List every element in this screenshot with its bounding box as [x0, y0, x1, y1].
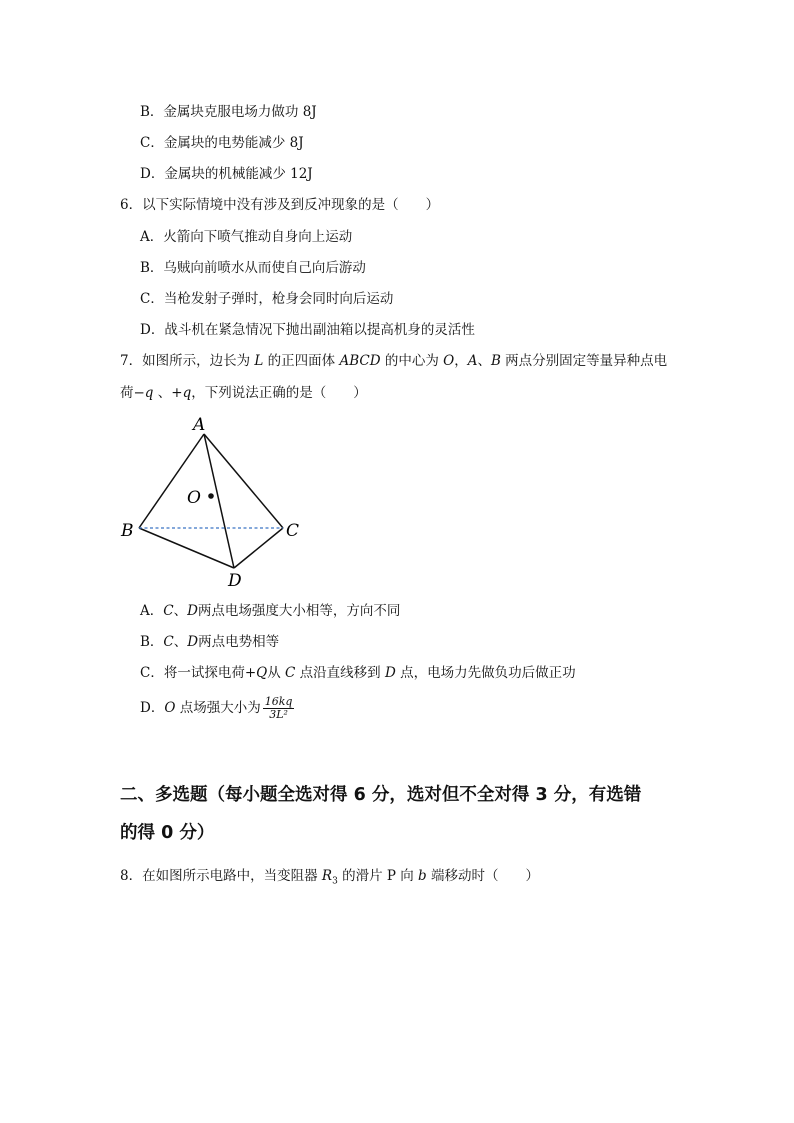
q6-option-b: B．乌贼向前喷水从而使自己向后游动: [140, 260, 366, 276]
q6-stem: 6．以下实际情境中没有涉及到反冲现象的是（ ）: [120, 197, 440, 213]
q5-option-c: C．金属块的电势能减少 8J: [140, 135, 304, 151]
q5-option-d: D．金属块的机械能减少 12J: [140, 166, 313, 182]
q7-option-d: D．O 点场强大小为 $\frac{16kq}{\text{3L²}}$: [140, 695, 293, 721]
vertex-label-a: A: [193, 415, 206, 435]
edge-ab: [139, 434, 204, 528]
q6-option-d: D．战斗机在紧急情况下抛出副油箱以提高机身的灵活性: [140, 322, 475, 338]
edge-bd: [139, 528, 234, 568]
q7-stem-line1: 7．如图所示，边长为 L 的正四面体 ABCD 的中心为 O，A、B 两点分别固定等量异种点电: [120, 353, 668, 369]
section-heading-line2: 的得 0 分）: [120, 823, 215, 843]
center-label-o: O: [187, 488, 201, 508]
q7-option-b: B．C、D两点电势相等: [140, 634, 280, 650]
q7-option-c: C．将一试探电荷+Q从 C 点沿直线移到 D 点，电场力先做负功后做正功: [140, 665, 576, 681]
q6-option-a: A．火箭向下喷气推动自身向上运动: [140, 229, 353, 245]
q7-option-a: A．C、D两点电场强度大小相等，方向不同: [140, 603, 401, 619]
q5-option-b: B．金属块克服电场力做功 8J: [140, 104, 317, 120]
vertex-label-c: C: [286, 521, 300, 541]
edge-ac: [204, 434, 283, 528]
q7-stem-line2: 荷−q 、+q，下列说法正确的是（ ）: [120, 385, 367, 401]
tetrahedron-figure: [115, 412, 315, 592]
q8-stem: 8．在如图所示电路中，当变阻器 $R_3$ 的滑片 P 向 b 端移动时（ ）: [120, 868, 539, 887]
edge-ad: [204, 434, 234, 568]
edge-cd: [234, 528, 283, 568]
vertex-label-d: D: [228, 571, 242, 591]
vertex-label-b: B: [121, 521, 134, 541]
center-point-o: [208, 493, 214, 499]
q6-option-c: C．当枪发射子弹时，枪身会同时向后运动: [140, 291, 394, 307]
section-heading-line1: 二、多选题（每小题全选对得 6 分，选对但不全对得 3 分，有选错: [120, 785, 642, 805]
fraction-16kq-over-3l2: $\frac{16kq}{\text{3L²}}$: [264, 695, 293, 721]
